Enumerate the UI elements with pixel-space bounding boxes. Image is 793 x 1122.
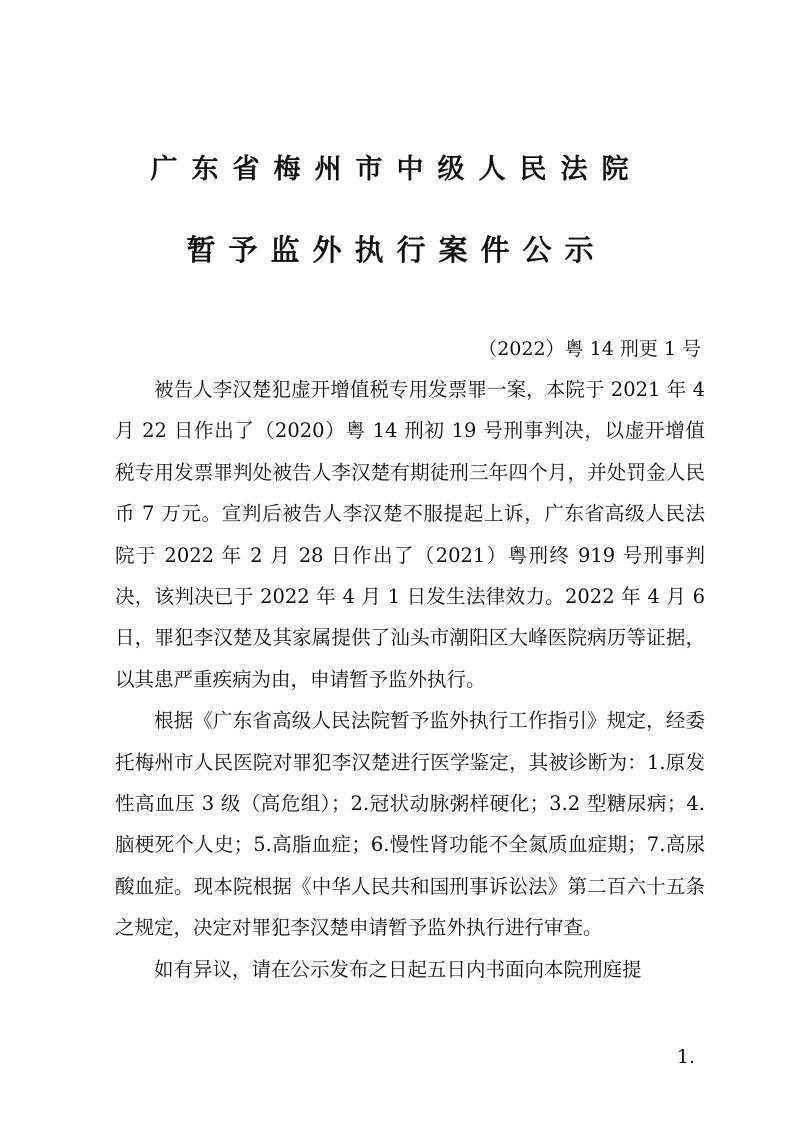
case-number: （2022）粤 14 刑更 1 号 — [478, 338, 701, 360]
paragraph-medical-review: 根据《广东省高级人民法院暂予监外执行工作指引》规定，经委托梅州市人民医院对罪犯李汉楚进行医学鉴定，其被诊断为：1.原发性高血压 3 级（高危组）；2.冠状动脉粥样硬化；3.2 型糖尿病；4.脑梗死个人史；5.高脂血症；6.慢性肾功能不全氮质血症期；7.高尿酸血症。现本院根据《中华人民共和国刑事诉讼法》第二百六十五条之规定，决定对罪犯李汉楚申请暂予监外执行进行审查。 — [115, 709, 705, 940]
page-number: 1. — [676, 1046, 695, 1068]
court-name-heading: 广东省梅州市中级人民法院 — [150, 154, 643, 185]
paragraph-case-background: 被告人李汉楚犯虚开增值税专用发票罪一案，本院于 2021 年 4 月 22 日作出了（2020）粤 14 刑初 19 号刑事判决，以虚开增值税专用发票罪判处被告人李汉楚有期徒刑三年四个月，并处罚金人民币 7 万元。宣判后被告人李汉楚不服提起上诉，广东省高级人民法院于 2022 年 2 月 28 日作出了（2021）粤刑终 919 号刑事判决，该判决已于 2022 年 4 月 1 日发生法律效力。2022 年 4 月 6 日，罪犯李汉楚及其家属提供了汕头市潮阳区大峰医院病历等证据，以其患严重疾病为由，申请暂予监外执行。 — [115, 378, 705, 691]
notice-body — [115, 369, 705, 990]
document-title: 暂予监外执行案件公示 — [186, 233, 607, 267]
paragraph-objection-notice: 如有异议，请在公示发布之日起五日内书面向本院刑庭提 — [154, 957, 642, 981]
